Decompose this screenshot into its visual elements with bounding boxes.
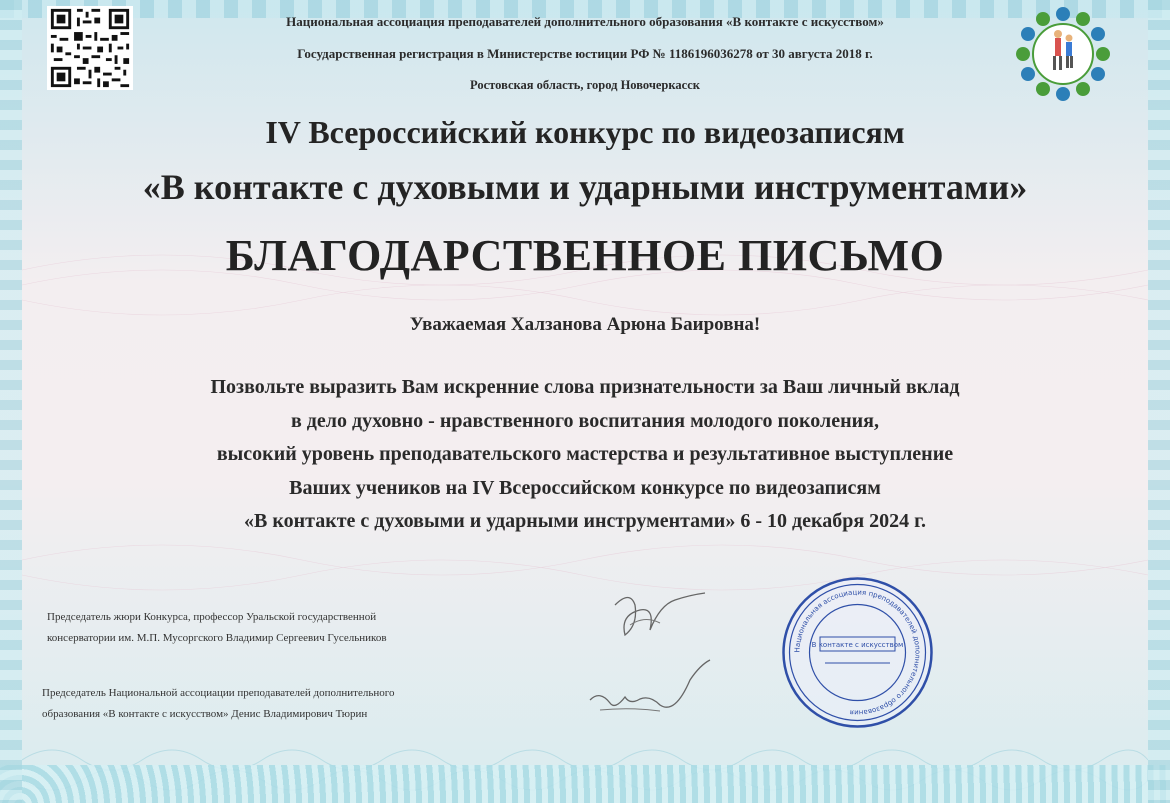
greeting: Уважаемая Халзанова Арюна Баировна!	[409, 314, 761, 335]
body-line: Ваших учеников на IV Всероссийском конкурсе по видеозаписям	[289, 476, 881, 499]
header-association-name: Национальная ассоциация преподавателей дополнительного образования «В контакте с искусством»	[286, 14, 884, 29]
frame-left-border	[0, 0, 22, 803]
letter-body	[40, 371, 1130, 539]
stamp-ring-text: Национальная ассоциация преподавателей дополнительного образования	[793, 588, 922, 717]
signatory-jury-chair	[47, 607, 387, 649]
signature-icon	[580, 655, 720, 725]
frame-bottom-border	[0, 765, 1170, 803]
official-stamp-icon	[780, 575, 935, 730]
signatory-association-chair	[42, 683, 394, 725]
signatory-line: образования «В контакте с искусством» Денис Владимирович Тюрин	[42, 708, 368, 720]
body-line: в дело духовно - нравственного воспитания молодого поколения,	[290, 409, 879, 432]
signatory-line: Председатель Национальной ассоциации преподавателей дополнительного	[42, 687, 395, 699]
frame-right-border	[1148, 0, 1170, 803]
qr-code-icon	[47, 6, 133, 90]
association-logo-icon	[1013, 4, 1113, 104]
signatory-line: Председатель жюри Конкурса, профессор Уральской государственной	[47, 611, 377, 623]
document-type-heading: БЛАГОДАРСТВЕННОЕ ПИСЬМО	[225, 231, 945, 280]
signatory-line: консерватории им. М.П. Мусоргского Владимир Сергеевич Гусельников	[47, 632, 387, 644]
contest-title: IV Всероссийский конкурс по видеозаписям	[265, 114, 905, 150]
stamp-inner-text: В контакте с искусством	[811, 641, 904, 649]
header-registration: Государственная регистрация в Министерстве юстиции РФ № 1186196036278 от 30 августа 2018 г.	[297, 46, 873, 61]
signature-icon	[600, 585, 710, 650]
contest-name: «В контакте с духовыми и ударными инструментами»	[142, 167, 1028, 207]
body-line: высокий уровень преподавательского мастерства и результативное выступление	[216, 443, 954, 465]
header-location: Ростовская область, город Новочеркасск	[470, 78, 700, 92]
body-line: «В контакте с духовыми и ударными инструментами» 6 - 10 декабря 2024 г.	[244, 510, 926, 532]
body-line: Позвольте выразить Вам искренние слова признательности за Ваш личный вклад	[210, 376, 960, 398]
